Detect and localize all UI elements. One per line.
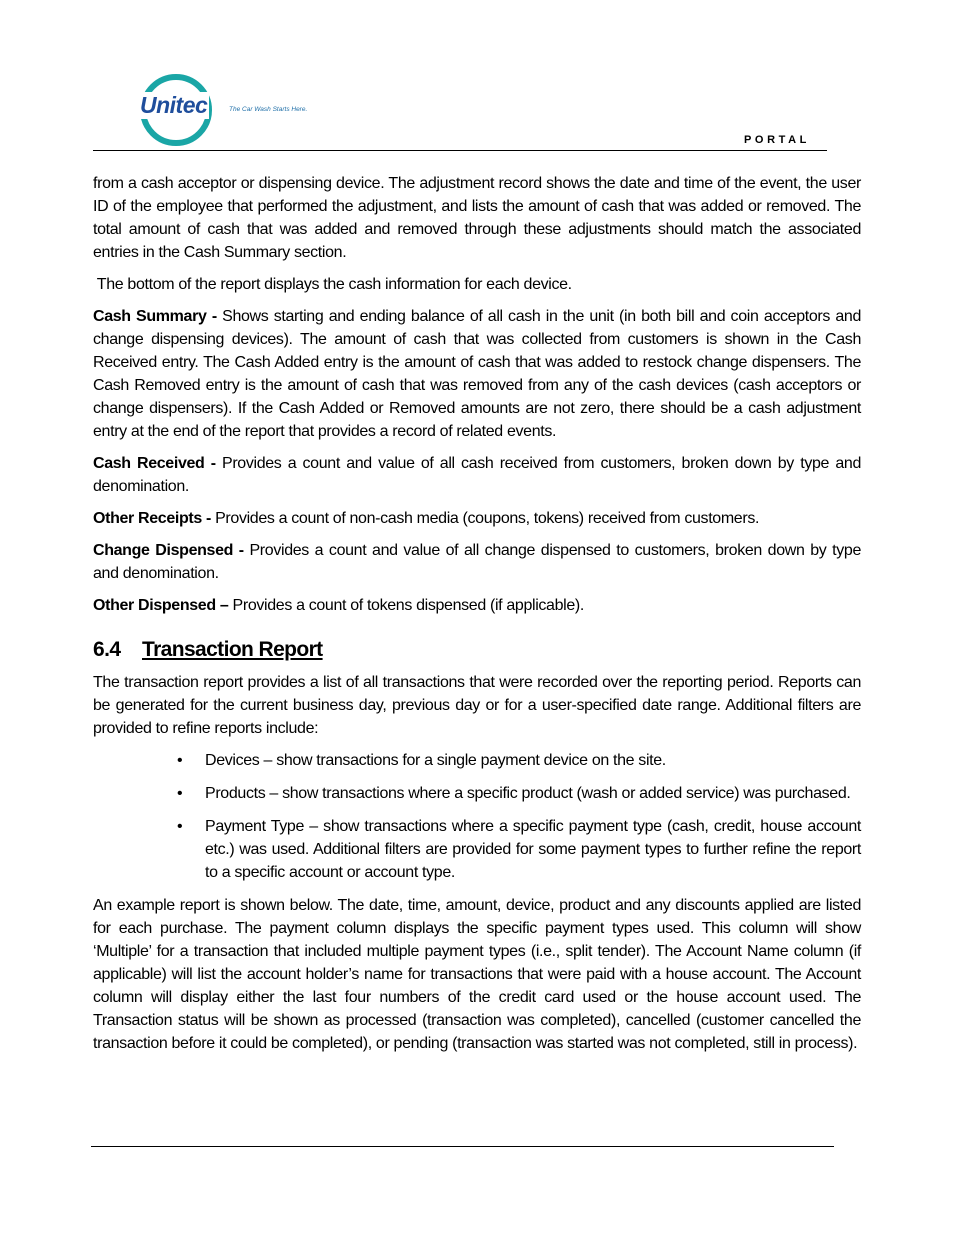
definition-text: Provides a count of tokens dispensed (if applicable). (228, 597, 584, 614)
header-divider (93, 150, 827, 151)
definition-cash-received (93, 452, 861, 498)
logo-tagline: The Car Wash Starts Here. (229, 106, 308, 113)
definition-other-dispensed (93, 594, 861, 617)
definition-change-dispensed (93, 539, 861, 585)
page-body (93, 172, 861, 1064)
definition-cash-summary (93, 305, 861, 443)
bullet-icon: • (177, 752, 183, 769)
intro-paragraph-1: from a cash acceptor or dispensing device. The adjustment record shows the date and time of the event, the user ID of the employee that performed the adjustment, and lists the amount of cash that was added or removed. The total amount of cash that was added and removed through these adjustments should match the associated entries in the Cash Summary section. (93, 175, 861, 261)
definition-term: Cash Summary - (93, 308, 217, 325)
list-item (93, 782, 861, 805)
unitec-logo (136, 72, 316, 152)
section-number: 6.4 (93, 638, 121, 661)
list-item (93, 815, 861, 884)
footer-divider (91, 1146, 834, 1147)
section-title: Transaction Report (142, 638, 323, 661)
bullet-icon: • (177, 785, 183, 802)
list-item-text: Products – show transactions where a specific product (wash or added service) was purchased. (205, 785, 851, 802)
definition-term: Other Dispensed – (93, 597, 229, 614)
header-section-label: PORTAL (743, 134, 810, 146)
definition-text: Provides a count of non-cash media (coupons, tokens) received from customers. (211, 510, 760, 527)
definition-text: Provides a count and value of all cash received from customers, broken down by type and denomination. (93, 455, 861, 495)
filter-list (93, 749, 861, 884)
section-heading (93, 637, 861, 663)
definition-other-receipts (93, 507, 861, 530)
definition-term: Cash Received - (93, 455, 216, 472)
definition-text: Provides a count and value of all change dispensed to customers, broken down by type and denomination. (93, 542, 861, 582)
section-closing: An example report is shown below. The date, time, amount, device, product and any discounts applied are listed for each purchase. The payment column displays the specific payment types used. This column will show ‘Multiple’ for a transaction that included multiple payment types (i.e., split tender). The Account Name column (if applicable) will list the account holder’s name for transactions that were paid with a house account. The Account column will display either the last four numbers of the credit card used or the house account used. The Transaction status will be shown as processed (transaction was completed), cancelled (customer cancelled the transaction before it could be completed), or pending (transaction was started was not completed, still in process). (93, 897, 861, 1052)
definition-term: Other Receipts - (93, 510, 211, 527)
list-item-text: Payment Type – show transactions where a specific payment type (cash, credit, house account etc.) was used. Additional filters are provided for some payment types to further refine the report to a specific account or account type. (205, 818, 861, 881)
bullet-icon: • (177, 818, 183, 835)
list-item (93, 749, 861, 772)
logo-text: Unitec (140, 92, 208, 118)
intro-paragraph-2: The bottom of the report displays the cash information for each device. (93, 276, 572, 293)
section-intro: The transaction report provides a list of all transactions that were recorded over the reporting period. Reports can be generated for the current business day, previous day or for a user-specified date range. Additional filters are provided to refine reports include: (93, 674, 861, 737)
list-item-text: Devices – show transactions for a single payment device on the site. (205, 752, 666, 769)
definition-text: Shows starting and ending balance of all cash in the unit (in both bill and coin acceptors and change dispensing devices). The amount of cash that was collected from customers is shown in the Cash Received entry. The Cash Added entry is the amount of cash that was added to restock change dispensers. The Cash Removed entry is the amount of cash that was removed from any of the cash devices (cash acceptors or change dispensers). If the Cash Added or Removed amounts are not zero, there should be a cash adjustment entry at the end of the report that provides a record of related events. (93, 308, 861, 440)
definition-term: Change Dispensed - (93, 542, 244, 559)
